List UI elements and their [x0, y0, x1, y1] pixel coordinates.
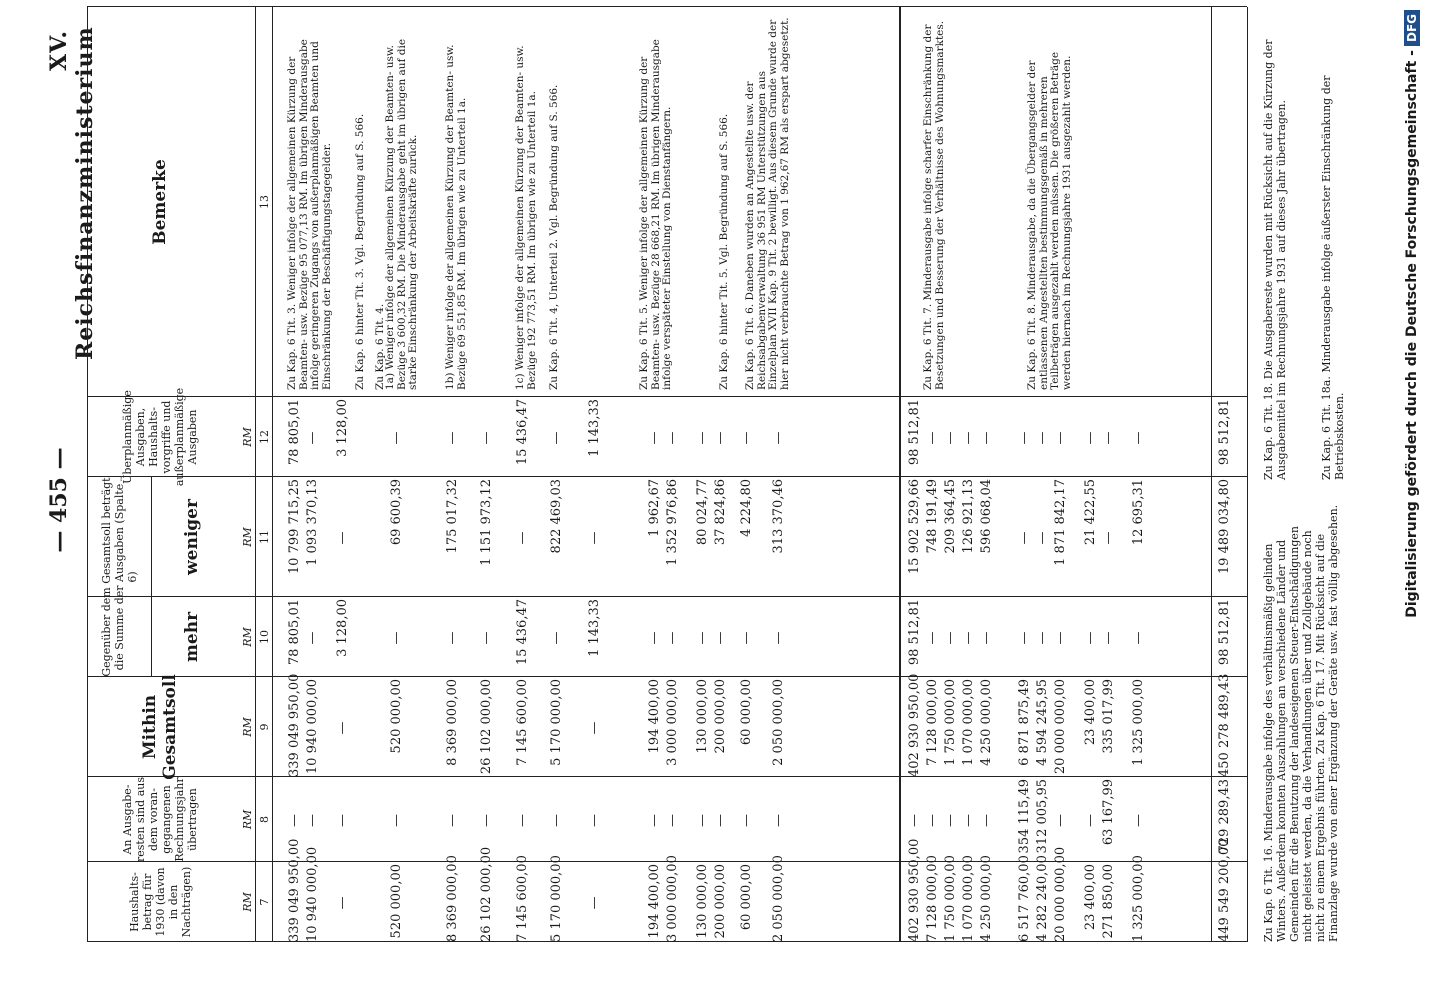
cell-c12: —	[695, 431, 710, 445]
cell-c7: 1 750 000,00	[943, 855, 958, 942]
cell-c7: 402 930 950,00	[907, 838, 922, 942]
cell-c9: 194 400,00	[647, 679, 662, 754]
cell-c11: —	[515, 531, 530, 545]
cell-c9: 6 871 875,49	[1017, 679, 1032, 766]
cell-c9: 335 017,99	[1101, 679, 1116, 754]
cell-c9: 1 070 000,00	[961, 679, 976, 766]
col11-num: 11	[258, 530, 271, 544]
cell-c7: 6 517 760,00	[1017, 855, 1032, 942]
page-number: — 455 —	[46, 447, 72, 553]
col13-head: Bemerke	[150, 159, 170, 245]
cell-c10: —	[925, 631, 940, 645]
cell-c11: 12 695,31	[1131, 479, 1146, 546]
cell-c12: —	[1017, 431, 1032, 445]
cell-c8: —	[925, 814, 940, 827]
cell-c12: 15 436,47	[515, 399, 530, 466]
cell-c12: 98 512,81	[907, 399, 922, 466]
cell-c11: 313 370,46	[771, 479, 786, 554]
cell-c11: 1 093 370,13	[305, 479, 320, 566]
cell-c12: 3 128,00	[335, 399, 350, 457]
cell-c9: 1 325 000,00	[1131, 679, 1146, 766]
cell-c12: 78 805,01	[287, 399, 302, 466]
cell-c8: —	[739, 814, 754, 827]
cell-c12: —	[445, 431, 460, 445]
cell-c8: —	[1083, 814, 1098, 827]
cell-c7: 1 070 000,00	[961, 855, 976, 942]
remark-entry: Zu Kap. 6 hinter Tit. 5. Vgl. Begründung auf S. 566.	[718, 113, 730, 390]
cell-c10: 1 143,33	[587, 599, 602, 657]
remark-entry: Zu Kap. 6 Tit. 7. Minderausgabe infolge scharfer Einschränkung der Besetzungen und Besserung der Verhältnisse des Wohnungsmarktes.	[922, 20, 946, 390]
col7-head: Haushalts-betrag für 1930 (davon in den Nachträgen)	[127, 866, 193, 938]
col8-head: An Ausgabe-resten sind aus dem voran-gegangenen Rechnungsjahr übertragen	[121, 777, 199, 862]
cell-c8: —	[1053, 814, 1068, 827]
cell-c7: 7 145 600,00	[515, 855, 530, 942]
cell-c7: 4 250 000,00	[979, 855, 994, 942]
col9-unit: RM	[241, 717, 254, 737]
cell-c11: —	[1035, 531, 1050, 545]
remark-entry: Zu Kap. 6 Tit. 8. Minderausgabe, da die Übergangsgelder der entlassenen Angestellten bestimmungsgemäß in mehreren Teilbeträgen ausgezahlt werden müssen. Die größeren Beträge werden hiernach im Rechnungsjahre 1931 ausgezahlt werden.	[1026, 51, 1073, 390]
cell-c10: —	[739, 631, 754, 645]
remark-entry: Zu Kap. 6 Tit. 4, Unterteil 2. Vgl. Begründung auf S. 566.	[548, 84, 560, 390]
cell-c9: 339 049 950,00	[287, 673, 302, 777]
cell-c7: 449 549 200,00	[1217, 838, 1232, 942]
cell-c10: —	[943, 631, 958, 645]
cell-c9: 520 000,00	[389, 679, 404, 754]
cell-c9: —	[587, 721, 602, 735]
col9-num: 9	[258, 723, 271, 731]
remark-entry: Zu Kap. 6 hinter Tit. 3. Vgl. Begründung auf S. 566.	[354, 113, 366, 390]
dfg-logo: DFG	[1404, 10, 1420, 46]
cell-c10: 98 512,81	[1217, 599, 1232, 666]
total-line	[1211, 7, 1212, 942]
cell-c10: —	[1101, 631, 1116, 645]
cell-c9: 10 940 000,00	[305, 679, 320, 775]
footnote-right-2: Zu Kap. 6 Tit. 18a. Minderausgabe infolge äußerster Einschränkung der Betriebskosten.	[1320, 75, 1346, 480]
cell-c10: —	[979, 631, 994, 645]
remark-entry: 1a) Weniger infolge der allgemeinen Kürzung der Beamten- usw. Bezüge 3 600,32 RM. Die Minderausgabe geht im übrigen auf die starke Einschränkung der Arbeitskräfte zurück.	[384, 38, 419, 390]
cell-c7: 520 000,00	[389, 864, 404, 939]
cell-c11: 175 017,32	[445, 479, 460, 554]
cell-c12: —	[961, 431, 976, 445]
digitization-strip	[1390, 0, 1434, 1000]
col7-unit: RM	[241, 892, 254, 912]
cell-c10: 3 128,00	[335, 599, 350, 657]
cell-c9: 60 000,00	[739, 679, 754, 746]
cell-c10: —	[1053, 631, 1068, 645]
cell-c9: 4 594 245,95	[1035, 679, 1050, 766]
col10-unit: RM	[241, 627, 254, 647]
cell-c7: 8 369 000,00	[445, 855, 460, 942]
cell-c11: 822 469,03	[549, 479, 564, 554]
col11-head: weniger	[182, 499, 202, 575]
cell-c11: 69 600,39	[389, 479, 404, 546]
col10-num: 10	[258, 630, 271, 644]
cell-c11: 10 799 715,25	[287, 479, 302, 575]
cell-c12: —	[771, 431, 786, 445]
cell-c11: —	[335, 531, 350, 545]
cell-c7: 7 128 000,00	[925, 855, 940, 942]
cell-c12: —	[1035, 431, 1050, 445]
cell-c12: —	[979, 431, 994, 445]
cell-c11: 596 068,04	[979, 479, 994, 554]
cell-c12: 98 512,81	[1217, 399, 1232, 466]
cell-c8: —	[943, 814, 958, 827]
cell-c11: 209 364,45	[943, 479, 958, 554]
ledger-table	[87, 7, 1247, 942]
cell-c11: —	[1017, 531, 1032, 545]
cell-c8: —	[389, 814, 404, 827]
cell-c8: —	[549, 814, 564, 827]
cell-c9: 200 000,00	[713, 679, 728, 754]
cell-c10: 98 512,81	[907, 599, 922, 666]
cell-c10: —	[549, 631, 564, 645]
cell-c11: 126 921,13	[961, 479, 976, 554]
cell-c12: —	[739, 431, 754, 445]
cell-c8: —	[287, 814, 302, 827]
cell-c8: —	[907, 814, 922, 827]
cell-c9: 23 400,00	[1083, 679, 1098, 746]
footnote-left: Zu Kap. 6 Tit. 16. Minderausgabe infolge des verhältnismäßig gelinden Winters. Außerdem konnten Auszahlungen an verschiedene Länder und Gemeinden für die Benutzung der landeseigenen Steuer-Entschädigungen nicht geleistet werden, da die Verhandlungen über und Zollgebäude noch nicht zu einem Ergebnis führten. Zu Kap. 6 Tit. 17. Mit Rücksicht auf die Finanzlage wurde von einer Ergänzung der Geräte usw. fast völlig abgesehen.	[1262, 504, 1340, 942]
cell-c8: 354 115,49	[1017, 779, 1032, 854]
cell-c7: —	[587, 896, 602, 910]
remark-entry: Zu Kap. 6 Tit. 3. Weniger infolge der allgemeinen Kürzung der Beamten- usw. Bezüge 95 077,13 RM. Im übrigen Minderausgabe infolge geringeren Zugangs von außerplanmäßigen Beamten und Einschränkung der Beschäftigungstagegelder.	[286, 39, 333, 390]
cell-c9: 3 000 000,00	[665, 679, 680, 766]
cell-c10: —	[647, 631, 662, 645]
cell-c9: 4 250 000,00	[979, 679, 994, 766]
col10-11-head: Gegenüber dem Gesamtsoll beträgt die Summe der Ausgaben (Spalte 6)	[99, 477, 139, 677]
cell-c8: —	[479, 814, 494, 827]
cell-c7: 130 000,00	[695, 864, 710, 939]
cell-c7: 1 325 000,00	[1131, 855, 1146, 942]
cell-c9: 402 930 950,00	[907, 673, 922, 777]
remark-entry: Zu Kap. 6 Tit. 6. Daneben wurden an Angestellte usw. der Reichsabgabenverwaltung 36 951 RM Unterstützungen aus Einzelplan XVII Kap. 9 Tit. 2 bewilligt. Aus diesem Grunde wurde der hier nicht verbrauchte Betrag von 1 962,67 RM als erspart abgesetzt.	[744, 17, 791, 390]
cell-c10: —	[665, 631, 680, 645]
cell-c7: 20 000 000,00	[1053, 846, 1068, 942]
cell-c11: 4 224,80	[739, 479, 754, 537]
digitization-text: Digitalisierung gefördert durch die Deutsche Forschungsgemeinschaft -	[1404, 50, 1420, 618]
cell-c10: 78 805,01	[287, 599, 302, 666]
cell-c12: —	[943, 431, 958, 445]
page-title: XV. Reichsfinanzministerium	[46, 26, 98, 360]
cell-c12: —	[1083, 431, 1098, 445]
cell-c10: —	[771, 631, 786, 645]
cell-c7: 200 000,00	[713, 864, 728, 939]
remark-entry: Zu Kap. 6 Tit. 5. Weniger infolge der allgemeinen Kürzung der Beamten- usw. Bezüge 28 668,21 RM. Im übrigen Minderausgabe infolge verspäteter Einstellung von Dienstanfängern.	[638, 39, 673, 390]
cell-c9: 8 369 000,00	[445, 679, 460, 766]
cell-c11: 21 422,55	[1083, 479, 1098, 546]
cell-c7: 194 400,00	[647, 864, 662, 939]
footnote-right-1: Zu Kap. 6 Tit. 18. Die Ausgabereste wurden mit Rücksicht auf die Kürzung der Ausgabemittel im Rechnungsjahre 1931 auf dieses Jahr übertragen.	[1262, 39, 1288, 480]
cell-c10: —	[445, 631, 460, 645]
cell-c11: 1 352 976,86	[665, 479, 680, 566]
cell-c12: —	[389, 431, 404, 445]
cell-c11: 15 902 529,66	[907, 479, 922, 575]
cell-c12: —	[1053, 431, 1068, 445]
col8-unit: RM	[241, 809, 254, 830]
col11-unit: RM	[241, 527, 254, 547]
cell-c8: —	[961, 814, 976, 827]
cell-c9: 26 102 000,00	[479, 679, 494, 775]
cell-c8: —	[979, 814, 994, 827]
cell-c12: —	[665, 431, 680, 445]
cell-c8: —	[335, 814, 350, 827]
cell-c12: —	[1131, 431, 1146, 445]
cell-c8: —	[587, 814, 602, 827]
cell-c12: —	[713, 431, 728, 445]
cell-c9: 450 278 489,43	[1217, 673, 1232, 777]
cell-c10: 15 436,47	[515, 599, 530, 666]
cell-c9: 20 000 000,00	[1053, 679, 1068, 775]
cell-c12: —	[1101, 431, 1116, 445]
cell-c7: 4 282 240,00	[1035, 855, 1050, 942]
col12-head: Überplanmäßige Ausgaben, Haushalts-vorgriffe und außerplanmäßige Ausgaben	[121, 387, 199, 487]
cell-c8: 729 289,43	[1217, 779, 1232, 854]
cell-c7: 23 400,00	[1083, 864, 1098, 931]
cell-c10: —	[1131, 631, 1146, 645]
cell-c11: 37 824,86	[713, 479, 728, 546]
cell-c7: 26 102 000,00	[479, 846, 494, 942]
cell-c11: 1 962,67	[647, 479, 662, 537]
cell-c8: —	[647, 814, 662, 827]
remark-entry: 1b) Weniger infolge der allgemeinen Kürzung der Beamten- usw. Bezüge 69 551,85 RM. Im übrigen wie zu Unterteil 1a.	[444, 44, 468, 390]
col9-head: Mithin Gesamtsoll	[140, 674, 180, 780]
cell-c11: 748 191,49	[925, 479, 940, 554]
cell-c9: 5 170 000,00	[549, 679, 564, 766]
cell-c7: 10 940 000,00	[305, 846, 320, 942]
cell-c10: —	[479, 631, 494, 645]
cell-c8: —	[305, 814, 320, 827]
cell-c12: 1 143,33	[587, 399, 602, 457]
cell-c10: —	[1017, 631, 1032, 645]
cell-c7: 5 170 000,00	[549, 855, 564, 942]
cell-c7: 60 000,00	[739, 864, 754, 931]
cell-c7: 339 049 950,00	[287, 838, 302, 942]
cell-c9: 7 128 000,00	[925, 679, 940, 766]
col12-num: 12	[258, 430, 271, 444]
cell-c9: 7 145 600,00	[515, 679, 530, 766]
cell-c12: —	[305, 431, 320, 445]
cell-c11: 1 871 842,17	[1053, 479, 1068, 566]
cell-c7: 271 850,00	[1101, 864, 1116, 939]
cell-c8: 63 167,99	[1101, 779, 1116, 846]
cell-c8: —	[695, 814, 710, 827]
cell-c7: 3 000 000,00	[665, 855, 680, 942]
cell-c8: —	[713, 814, 728, 827]
remark-entry: 1c) Weniger infolge der allgemeinen Kürzung der Beamten- usw. Bezüge 192 773,51 RM. Im übrigen wie zu Unterteil 1a.	[514, 45, 538, 390]
cell-c8: —	[771, 814, 786, 827]
cell-c8: —	[665, 814, 680, 827]
cell-c12: —	[647, 431, 662, 445]
cell-c11: 1 151 973,12	[479, 479, 494, 566]
cell-c12: —	[925, 431, 940, 445]
cell-c8: —	[515, 814, 530, 827]
remark-entry: Zu Kap. 6 Tit. 4.	[374, 303, 386, 390]
cell-c10: —	[1035, 631, 1050, 645]
cell-c10: —	[961, 631, 976, 645]
col13-num: 13	[258, 195, 271, 209]
cell-c7: 2 050 000,00	[771, 855, 786, 942]
remarks-column	[277, 14, 1207, 390]
cell-c12: —	[479, 431, 494, 445]
col7-num: 7	[258, 898, 271, 906]
cell-c12: —	[549, 431, 564, 445]
cell-c9: 130 000,00	[695, 679, 710, 754]
cell-c9: 2 050 000,00	[771, 679, 786, 766]
cell-c7: —	[335, 896, 350, 910]
cell-c11: —	[1101, 531, 1116, 545]
col10-head: mehr	[182, 611, 202, 663]
cell-c8: —	[445, 814, 460, 827]
cell-c9: 1 750 000,00	[943, 679, 958, 766]
cell-c11: 80 024,77	[695, 479, 710, 546]
col8-num: 8	[258, 816, 271, 823]
cell-c11: 19 489 034,80	[1217, 479, 1232, 575]
cell-c10: —	[713, 631, 728, 645]
cell-c10: —	[389, 631, 404, 645]
col12-unit: RM	[241, 427, 254, 447]
cell-c9: —	[335, 721, 350, 735]
cell-c10: —	[695, 631, 710, 645]
cell-c11: —	[587, 531, 602, 545]
cell-c8: 312 005,95	[1035, 779, 1050, 854]
cell-c8: —	[1131, 814, 1146, 827]
cell-c10: —	[305, 631, 320, 645]
cell-c10: —	[1083, 631, 1098, 645]
